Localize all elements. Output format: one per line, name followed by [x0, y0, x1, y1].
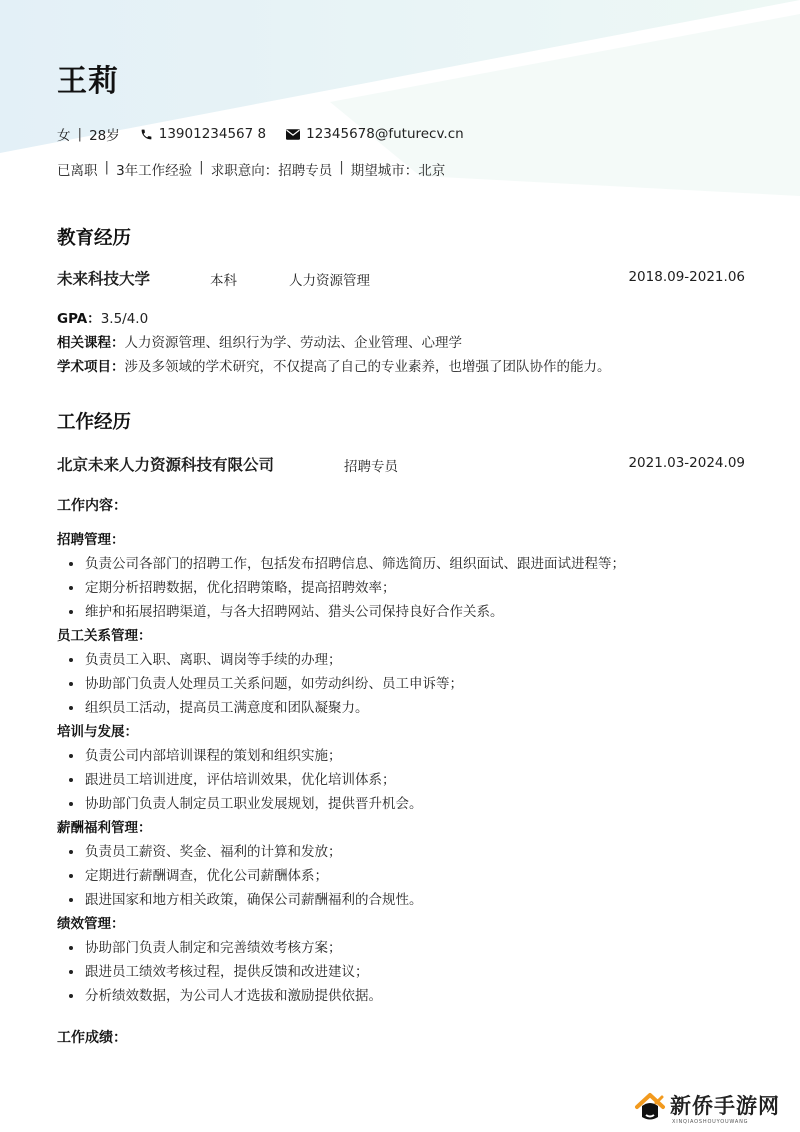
projects-value: 涉及多领域的学术研究，不仅提高了自己的专业素养，也增强了团队协作的能力。 [124, 359, 611, 375]
projects-label: 学术项目： [57, 359, 125, 375]
job-entry-header [57, 453, 745, 475]
work-bullet-item: 协助部门负责人制定员工职业发展规划，提供晋升机会。 [57, 792, 747, 816]
education-section-title: 教育经历 [57, 228, 132, 249]
courses-label: 相关课程： [57, 335, 125, 351]
work-section-title: 工作经历 [57, 412, 132, 433]
work-bullet-item: 负责员工薪资、奖金、福利的计算和发放； [57, 840, 747, 864]
work-bullet-item: 跟进员工绩效考核过程，提供反馈和改进建议； [57, 960, 747, 984]
major: 人力资源管理 [289, 273, 370, 289]
contact-info [57, 124, 464, 144]
work-bullet-item: 跟进国家和地方相关政策，确保公司薪酬福利的合规性。 [57, 888, 747, 912]
education-date: 2018.09-2021.06 [628, 269, 745, 285]
work-bullet-item: 协助部门负责人处理员工关系问题，如劳动纠纷、员工申诉等； [57, 672, 747, 696]
degree: 本科 [210, 273, 237, 289]
work-bullet-item: 协助部门负责人制定和完善绩效考核方案； [57, 936, 747, 960]
gender: 女 [57, 128, 71, 144]
candidate-name: 王莉 [57, 64, 119, 99]
phone-number[interactable]: 13901234567 8 [158, 126, 267, 142]
phone-icon [140, 128, 153, 141]
work-bullet-item: 负责公司各部门的招聘工作，包括发布招聘信息、筛选简历、组织面试、跟进面试进程等； [57, 552, 747, 576]
courses-line [57, 331, 462, 351]
work-group-title: 绩效管理： [57, 916, 125, 932]
separator: | [339, 159, 344, 175]
email-address[interactable]: 12345678@futurecv.cn [306, 126, 464, 142]
work-bullet-item: 定期进行薪酬调查，优化公司薪酬体系； [57, 864, 747, 888]
school-name: 未来科技大学 [57, 270, 151, 288]
job-title: 招聘专员 [344, 459, 398, 475]
education-entry-header [57, 267, 745, 289]
separator: | [77, 126, 83, 142]
work-group-title: 员工关系管理： [57, 628, 152, 644]
achievements-label: 工作成绩： [57, 1030, 127, 1046]
expected-city: 期望城市：北京 [350, 163, 446, 179]
watermark-text: 新侨手游网 [670, 1094, 780, 1118]
work-bullet-item: 负责员工入职、离职、调岗等手续的办理； [57, 648, 747, 672]
mail-icon [286, 129, 300, 140]
work-bullet-item: 定期分析招聘数据，优化招聘策略，提高招聘效率； [57, 576, 747, 600]
job-date: 2021.03-2024.09 [628, 455, 745, 471]
job-intention: 求职意向：招聘专员 [210, 163, 333, 179]
projects-line [57, 355, 611, 375]
gpa-label: GPA： [57, 311, 101, 327]
work-content-groups [57, 528, 747, 1008]
separator: | [199, 159, 204, 175]
gpa-value: 3.5/4.0 [100, 311, 149, 327]
work-bullet-item: 分析绩效数据，为公司人才选拔和激励提供依据。 [57, 984, 747, 1008]
employment-status: 已离职 [57, 163, 98, 179]
work-bullet-item: 负责公司内部培训课程的策划和组织实施； [57, 744, 747, 768]
house-logo-icon [634, 1091, 666, 1123]
work-group-title: 培训与发展： [57, 724, 138, 740]
watermark-subtext: XINQIAOSHOUYOUWANG [672, 1119, 749, 1125]
job-status [57, 159, 445, 179]
separator: | [104, 159, 110, 175]
work-content-label: 工作内容： [57, 498, 127, 514]
watermark [634, 1089, 796, 1129]
work-bullet-item: 维护和拓展招聘渠道，与各大招聘网站、猎头公司保持良好合作关系。 [57, 600, 747, 624]
gpa-line [57, 307, 148, 327]
age: 28岁 [89, 128, 120, 144]
work-group-title: 招聘管理： [57, 532, 125, 548]
work-group-title: 薪酬福利管理： [57, 820, 152, 836]
company-name: 北京未来人力资源科技有限公司 [57, 456, 275, 474]
experience-years: 3年工作经验 [116, 163, 193, 179]
work-bullet-item: 跟进员工培训进度，评估培训效果，优化培训体系； [57, 768, 747, 792]
courses-value: 人力资源管理、组织行为学、劳动法、企业管理、心理学 [124, 335, 462, 351]
work-bullet-item: 组织员工活动，提高员工满意度和团队凝聚力。 [57, 696, 747, 720]
